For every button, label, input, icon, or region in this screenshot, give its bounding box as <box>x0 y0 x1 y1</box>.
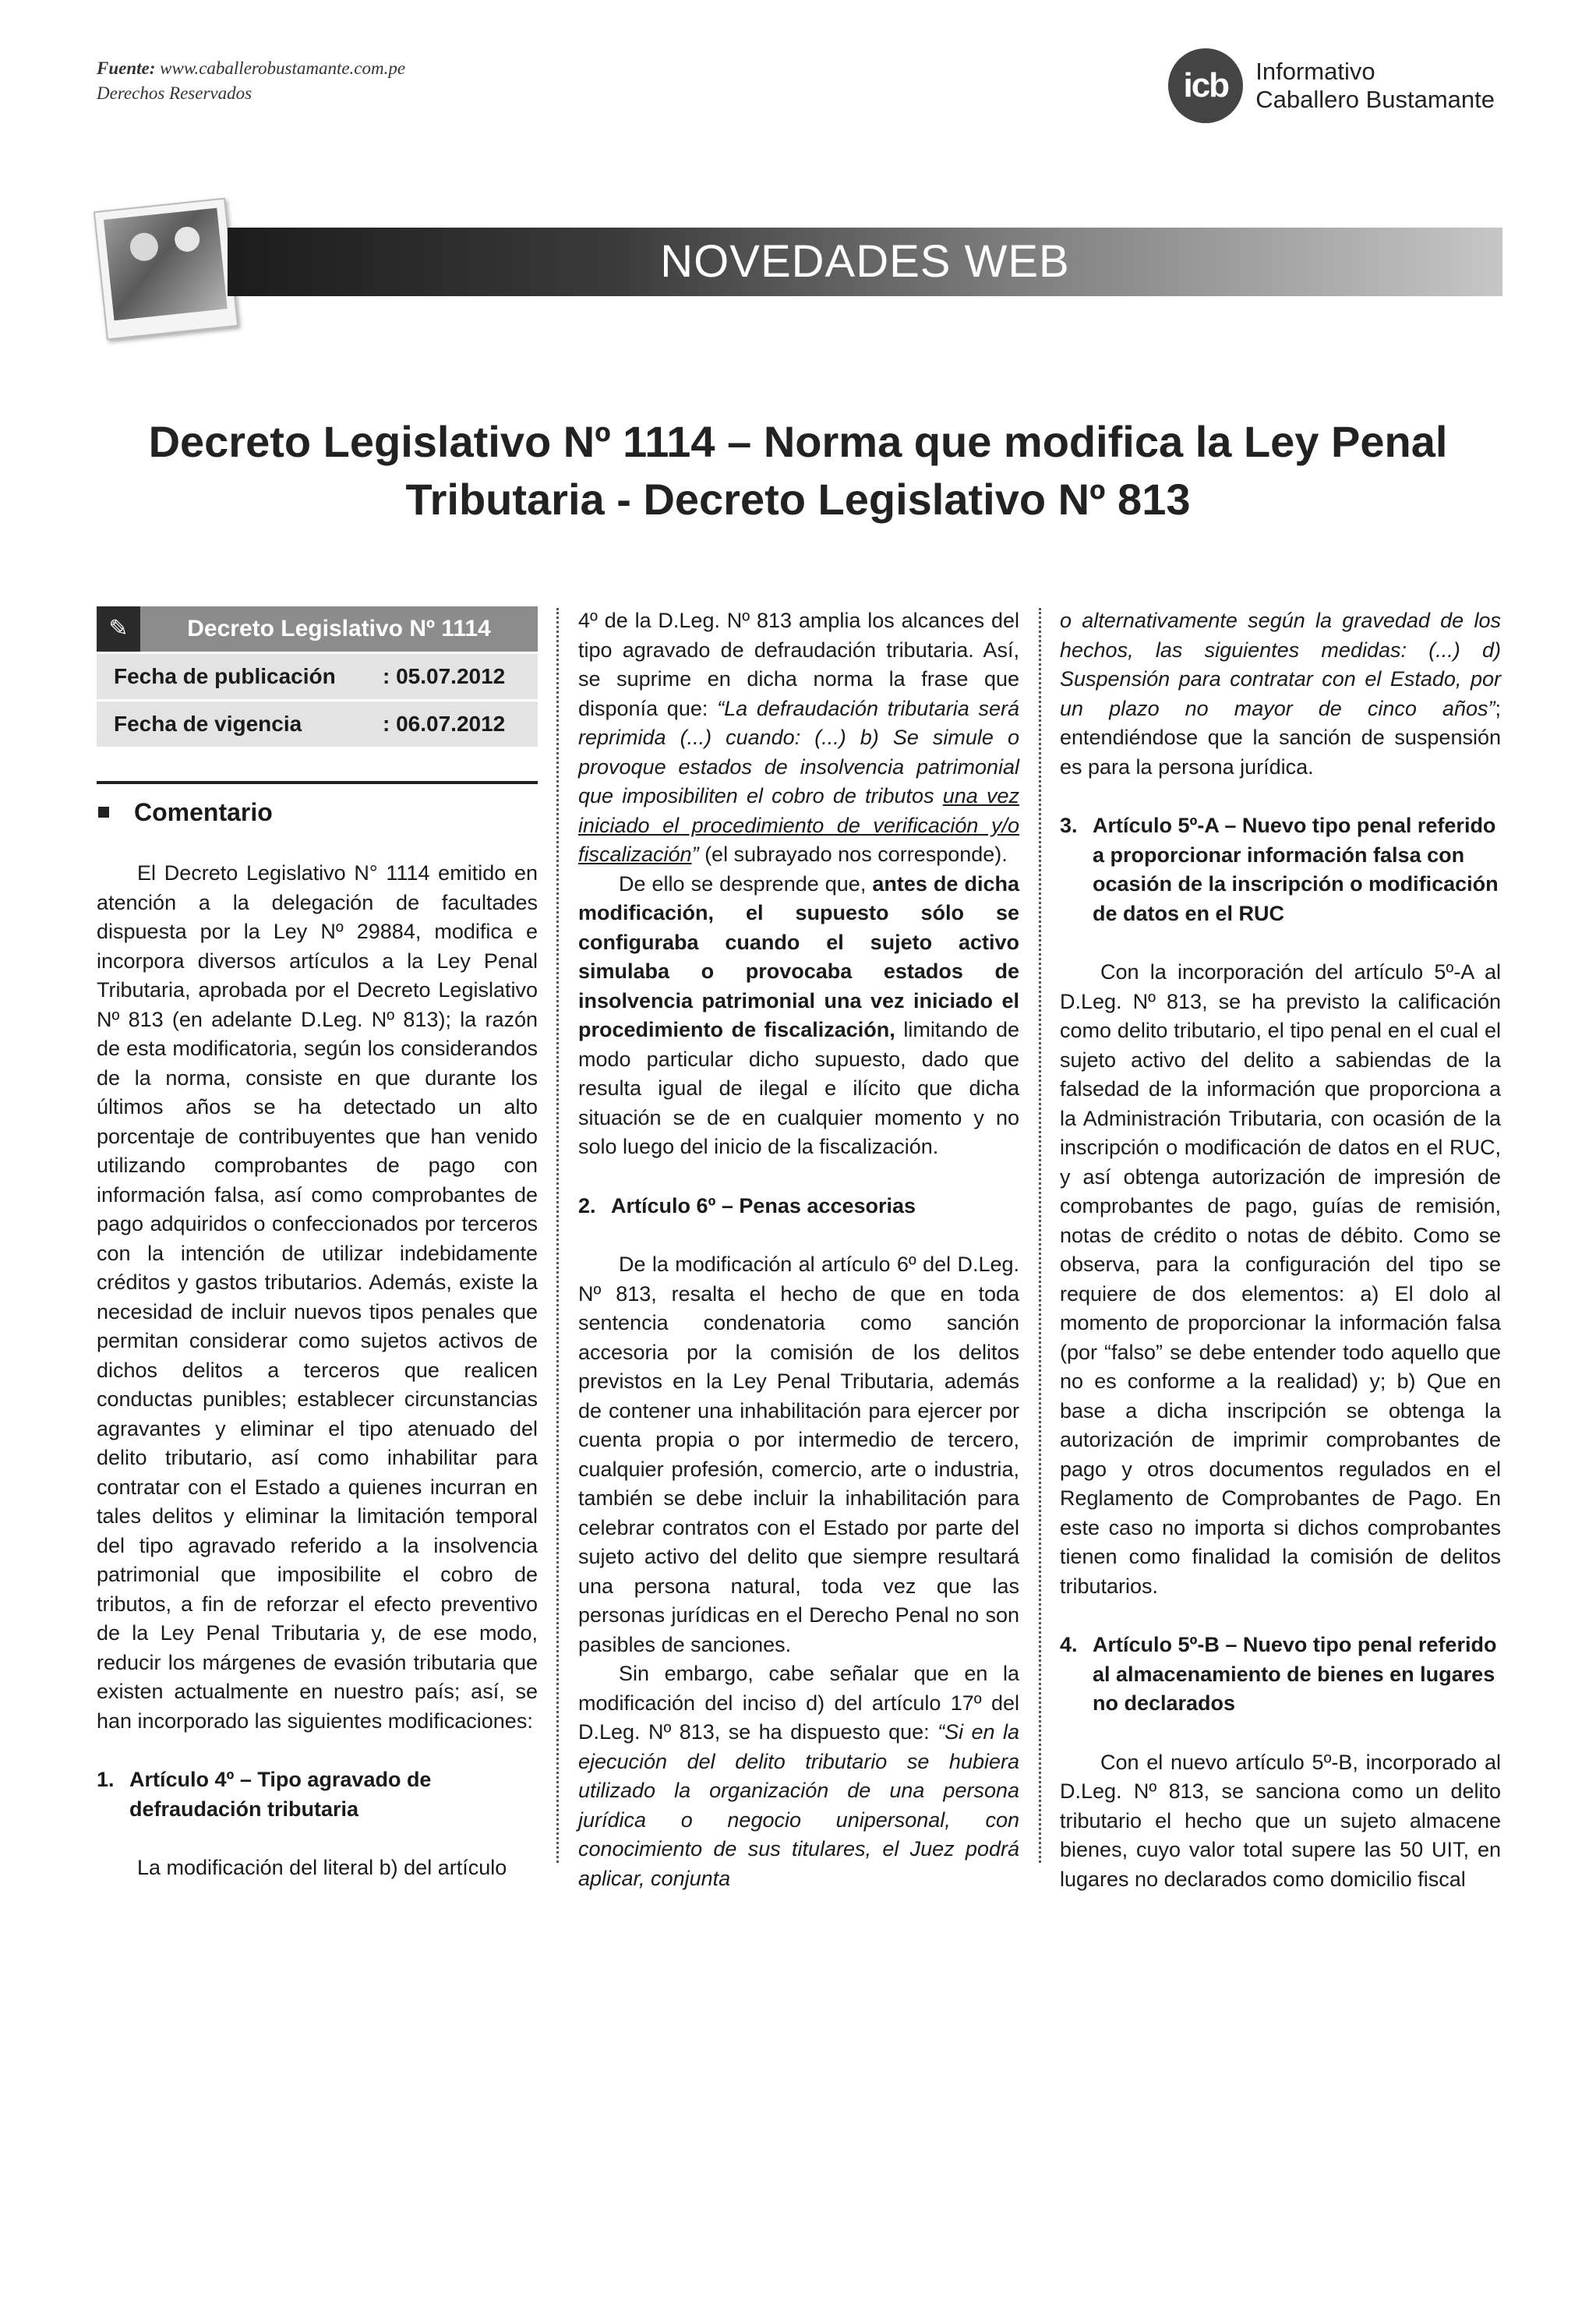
brand-line-2: Caballero Bustamante <box>1255 86 1495 113</box>
column-1 <box>97 606 538 1883</box>
brand-line-1: Informativo <box>1255 58 1375 85</box>
info-value: : 05.07.2012 <box>383 664 506 689</box>
info-box-title: Decreto Legislativo Nº 1114 <box>187 616 491 642</box>
title-line-2: Tributaria - Decreto Legislativo Nº 813 <box>405 475 1191 524</box>
section-number: 4. <box>1060 1633 1078 1656</box>
section-number: 1. <box>97 1768 115 1791</box>
pen-icon: ✎ <box>97 606 140 652</box>
paragraph: La modificación del literal b) del artículo <box>137 1856 507 1879</box>
banner-photo <box>94 198 238 341</box>
column-divider <box>1039 608 1041 1863</box>
source-url[interactable]: www.caballerobustamante.com.pe <box>160 58 406 78</box>
paragraph: El Decreto Legislativo N° 1114 emitido en atención a la delegación de facultades dispuesta por la Ley Nº 29884, modifica e incorpora diversos artículos a la Ley Penal Tributaria, aprobada por el Decreto Legislativo Nº 813 (en adelante D.Leg. Nº 813); la razón de esta modificatoria, según los considerandos de la norma, consiste en que durante los últimos años se ha detectado un alto porcentaje de contribuyentes que han venido utilizando comprobantes de pago con información falsa, así como comprobantes de pago adquiridos o confeccionados por terceros con la intención de utilizar indebidamente créditos y gastos tributarios. Además, existe la necesidad de incluir nuevos tipos penales que permitan considerar como sujetos activos de dichos delitos a terceros que realicen conductas punibles; establecer circunstancias agravantes y eliminar el tipo atenuado del delito tributario, así como inhabilitar para contratar con el Estado a quienes incurran en tales delitos y eliminar la limitación temporal del tipo agravado referido a la insolvencia patrimonial que imposibilite el cobro de tributos, a fin de reforzar el efecto preventivo de la Ley Penal Tributaria y, de ese modo, reducir los márgenes de evasión tributaria que existen actualmente en nuestro país; así, se han incorporado las siguientes modificaciones: <box>97 861 538 1733</box>
section-title: Artículo 5º-B – Nuevo tipo penal referido al almacenamiento de bienes en lugares no declarados <box>1093 1633 1497 1715</box>
info-label: Fecha de vigencia <box>114 712 302 737</box>
info-value: : 06.07.2012 <box>383 712 506 737</box>
paragraph: De la modificación al artículo 6º del D.Leg. Nº 813, resalta el hecho de que en toda sentencia condenatoria como sanción accesoria por la comisión de los delitos previstos en la Ley Penal Tributaria, además de contener una inhabilitación para ejercer por cuenta propia o por intermedio de tercero, cualquier profesión, comercio, arte o industria, también se debe incluir la inhabilitación para celebrar contratos con el Estado por parte del sujeto activo del delito que siempre resultará una persona natural, toda vez que las personas jurídicas en el Derecho Penal no son pasibles de sanciones. <box>578 1253 1019 1656</box>
column-2 <box>578 606 1019 1893</box>
section-heading-2 <box>578 1192 1019 1221</box>
info-row-validity <box>97 699 538 747</box>
comment-heading <box>97 781 538 828</box>
section-heading-3 <box>1060 811 1501 928</box>
info-label: Fecha de publicación <box>114 664 336 689</box>
column-3 <box>1060 606 1501 1894</box>
section-title: Artículo 6º – Penas accesorias <box>611 1193 916 1217</box>
paragraph: Con el nuevo artículo 5º-B, incorporado al D.Leg. Nº 813, se sanciona como un delito tributario el hecho que un sujeto almacene bienes, cuyo valor total supere las 50 UIT, en lugares no declarados como domicilio fiscal <box>1060 1750 1501 1891</box>
column-divider <box>556 608 559 1863</box>
paragraph: o alternativamente según la gravedad de los hechos, las siguientes medidas: (...) d) Suspensión para contratar con el Estado, por un plazo no mayor de cinco años”; entendiéndose que la sanción de suspensión es para la persona jurídica. <box>1060 609 1501 779</box>
section-heading-1 <box>97 1765 538 1824</box>
section-number: 2. <box>578 1193 596 1217</box>
source-credit <box>97 56 405 106</box>
section-heading-4 <box>1060 1631 1501 1719</box>
paragraph: Sin embargo, cabe señalar que en la modificación del inciso d) del artículo 17º del D.Leg. Nº 813, se ha dispuesto que: “Si en la ejecución del delito tributario se hubiera utilizado la organización de una persona jurídica o negocio unipersonal, con conocimiento de sus titulares, el Juez podrá aplicar, conjunta <box>578 1662 1019 1890</box>
page-title <box>125 413 1471 528</box>
brand-name <box>1255 58 1495 114</box>
paragraph: Con la incorporación del artículo 5º-A al D.Leg. Nº 813, se ha previsto la calificación como delito tributario, el tipo penal en el cual el sujeto activo del delito a sabiendas de la falsedad de la información que proporciona a la Administración Tributaria, con ocasión de la inscripción o modificación de datos en el RUC, y así obtenga autorización de impresión de comprobantes de pago, guías de remisión, notas de crédito o notas de débito. Como se observa, para la configuración del tipo se requiere de dos elementos: a) El dolo al momento de proporcionar la información falsa (por “falso” se debe entender todo aquello que no es conforme a la realidad) y; b) Que en base a dicha inscripción se obtenga la autorización de imprimir comprobantes de pago y otros documentos regulados en el Reglamento de Comprobantes de Pago. En este caso no importa si dichos comprobantes tienen como finalidad la comisión de delitos tributarios. <box>1060 960 1501 1598</box>
paragraph: 4º de la D.Leg. Nº 813 amplia los alcances del tipo agravado de defraudación tributaria. Así, se suprime en dicha norma la frase que disponía que: “La defraudación tributaria será reprimida (...) cuando: (...) b) Se simule o provoque estados de insolvencia patrimonial que imposibiliten el cobro de tributos una vez iniciado el procedimiento de verificación y/o fiscalización” (el subrayado nos corresponde). <box>578 609 1019 866</box>
banner-title: NOVEDADES WEB <box>660 236 1070 287</box>
square-bullet-icon <box>98 807 109 818</box>
section-title: Artículo 5º-A – Nuevo tipo penal referido a proporcionar información falsa con ocasión de la inscripción o modificación de datos en el RUC <box>1093 814 1499 925</box>
section-number: 3. <box>1060 814 1078 837</box>
title-line-1: Decreto Legislativo Nº 1114 – Norma que modifica la Ley Penal <box>148 417 1448 466</box>
rights-text: Derechos Reservados <box>97 83 252 103</box>
section-banner <box>228 228 1502 296</box>
paragraph: De ello se desprende que, antes de dicha modificación, el supuesto sólo se configuraba cuando el sujeto activo simulaba o provocaba estados de insolvencia patrimonial una vez iniciado el procedimiento de fiscalización, limitando de modo particular dicho supuesto, dado que resulta igual de ilegal e ilícito que dicha situación se de en cualquier momento y no solo luego del inicio de la fiscalización. <box>578 871 1019 1158</box>
brand-logo: icb <box>1168 48 1243 123</box>
section-title: Artículo 4º – Tipo agravado de defraudación tributaria <box>129 1768 432 1821</box>
comment-heading-text: Comentario <box>134 798 273 826</box>
source-label: Fuente: <box>97 58 156 78</box>
brand <box>1168 48 1495 123</box>
info-row-publication <box>97 652 538 699</box>
info-box-header <box>97 606 538 652</box>
